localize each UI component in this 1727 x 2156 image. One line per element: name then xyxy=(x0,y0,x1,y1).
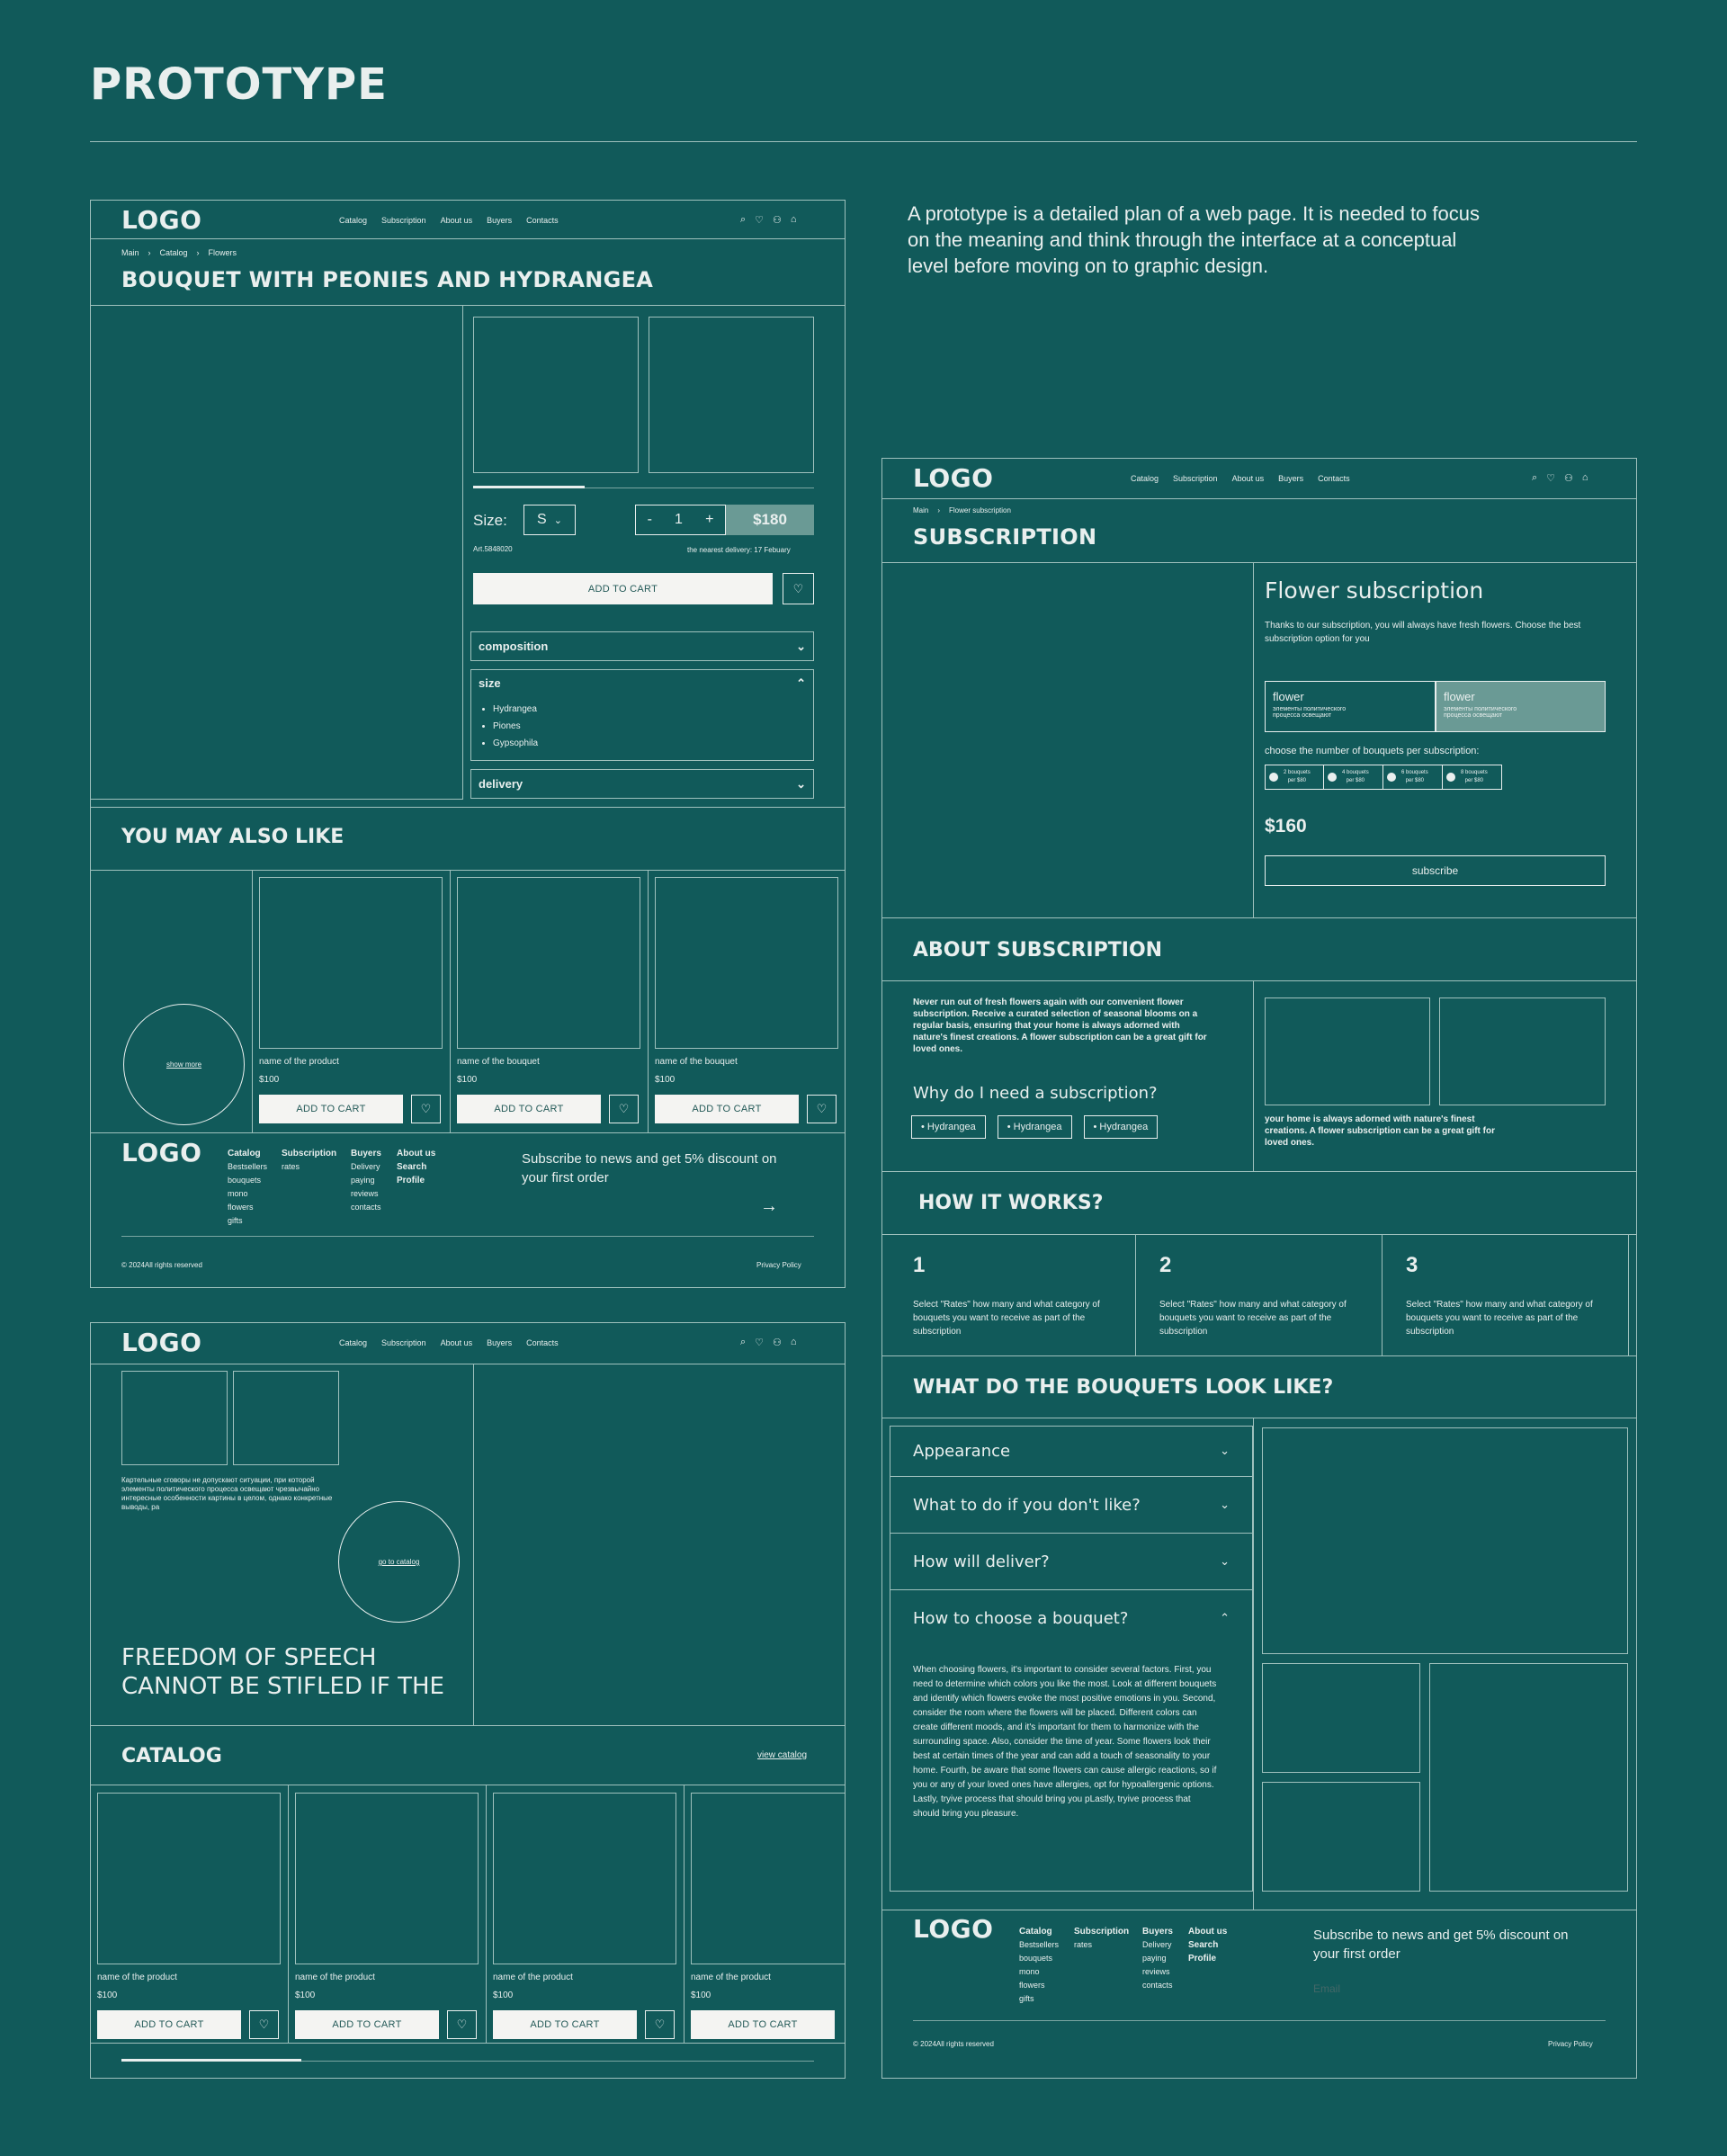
nav-catalog[interactable]: Catalog xyxy=(339,216,368,225)
radio-icon xyxy=(1328,773,1337,782)
price-badge: $180 xyxy=(726,505,814,535)
page-description: A prototype is a detailed plan of a web page. It is needed to focus on the meaning and think through the interface at a conceptual level before moving on to graphic design. xyxy=(908,202,1480,277)
panel-title: Flower subscription xyxy=(1265,577,1484,604)
add-to-cart-button[interactable]: ADD TO CART xyxy=(97,2010,241,2039)
card-image[interactable] xyxy=(655,877,838,1049)
footer-col-catalog: Catalog Bestsellers bouquets mono flowers gifts xyxy=(1019,1927,1060,2003)
nav-contacts[interactable]: Contacts xyxy=(526,216,559,225)
card-price: $100 xyxy=(655,1075,676,1085)
privacy-link[interactable]: Privacy Policy xyxy=(756,1261,801,1269)
breadcrumb-item: Flowers xyxy=(208,248,237,257)
user-icon[interactable]: ⚇ xyxy=(773,1337,782,1348)
card-image[interactable] xyxy=(97,1793,281,1964)
about-image xyxy=(1439,997,1606,1105)
nav-buyers[interactable]: Buyers xyxy=(487,1338,513,1347)
nav-subscription[interactable]: Subscription xyxy=(381,1338,426,1347)
user-icon[interactable]: ⚇ xyxy=(773,215,782,226)
heart-icon: ♡ xyxy=(420,1102,432,1115)
subscription-price: $160 xyxy=(1265,816,1307,836)
card-name[interactable]: name of the product xyxy=(691,1973,771,1982)
radio-option[interactable]: 4 bouquets per $80 xyxy=(1324,765,1383,790)
step-text: Select "Rates" how many and what category of bouquets you want to receive as part of the subscription xyxy=(913,1300,1100,1337)
hero-small-text: Картельные сговоры не допускают ситуации, при которой элементы политического процесса освещают чрезвычайно интересные особенности картины в целом, однако конкретные выводы, ра xyxy=(121,1476,333,1511)
card-image[interactable] xyxy=(259,877,443,1049)
nav-about-us[interactable]: About us xyxy=(440,1338,473,1347)
add-to-cart-button[interactable]: ADD TO CART xyxy=(259,1095,403,1123)
nav-buyers[interactable]: Buyers xyxy=(487,216,513,225)
product-thumb[interactable] xyxy=(473,317,639,473)
heart-icon: ♡ xyxy=(258,2017,270,2031)
add-to-cart-button[interactable]: ADD TO CART xyxy=(655,1095,799,1123)
gallery-progress xyxy=(473,486,585,488)
about-caption: your home is always adorned with nature's finest creations. A flower subscription can be a great gift for loved ones. xyxy=(1265,1114,1495,1148)
chevron-down-icon: ⌄ xyxy=(796,776,806,791)
subscription-option[interactable]: flower элементы политического процесса освещают xyxy=(1265,681,1436,732)
radio-option[interactable]: 8 bouquets per $80 xyxy=(1443,765,1502,790)
faq-item-delivery[interactable]: How will deliver? ⌄ xyxy=(890,1534,1253,1590)
add-to-cart-button[interactable]: ADD TO CART xyxy=(691,2010,835,2039)
chevron-down-icon: ⌄ xyxy=(1220,1444,1230,1458)
card-price: $100 xyxy=(691,1990,711,2000)
faq-item-dont-like[interactable]: What to do if you don't like? ⌄ xyxy=(890,1477,1253,1534)
delivery-note: the nearest delivery: 17 Febuary xyxy=(687,546,791,554)
main-nav xyxy=(339,1338,559,1347)
logo[interactable]: LOGO xyxy=(121,205,202,235)
list-item: • Gypsophila xyxy=(493,735,813,752)
how-it-works-title: HOW IT WORKS? xyxy=(918,1192,1104,1214)
cart-icon[interactable]: ⌂ xyxy=(790,1337,797,1347)
heart-icon: ♡ xyxy=(618,1102,630,1115)
email-field[interactable] xyxy=(1313,1979,1601,1999)
chevron-down-icon: ⌄ xyxy=(796,639,806,653)
accordion-size[interactable]: size ⌃ • Hydrangea • Piones • Gypsophila xyxy=(470,669,814,761)
arrow-right-icon[interactable]: → xyxy=(760,1196,778,1216)
wishlist-button[interactable] xyxy=(447,2010,477,2039)
catalog-slider-progress xyxy=(121,2059,301,2062)
view-catalog-link[interactable]: view catalog xyxy=(757,1750,808,1760)
article-number: Art.5848020 xyxy=(473,545,513,553)
card-price: $100 xyxy=(295,1990,316,2000)
subscribe-button[interactable]: subscribe xyxy=(1265,855,1606,886)
gallery-image xyxy=(1262,1782,1420,1892)
logo[interactable]: LOGO xyxy=(913,463,994,493)
nav-subscription[interactable]: Subscription xyxy=(1173,474,1218,483)
breadcrumb: Main › Catalog › Flowers xyxy=(121,248,237,257)
chevron-down-icon: ⌄ xyxy=(553,514,562,526)
step-number: 3 xyxy=(1406,1253,1418,1277)
faq-answer: When choosing flowers, it's important to consider several factors. First, you need to determine which colors you like the most. Look at different bouquets and identify which flowers evoke the most positive emotions in you. Second, consider the room where the flowers will be placed. Different colors can create different moods, and it's important for them to harmonize with the surrounding space. Also, consider the time of year. Some flowers look their best at certain times of the year and can add a touch of seasonality to your home. Fourth, be aware that some flowers can cause allergic reactions, so if you or any of your loved ones have allergies, opt for hypoallergenic options. Lastly, tryive process that should bring you pLastly, tryive process that should bring you pleasure. xyxy=(913,1665,1217,1819)
add-to-cart-button[interactable]: ADD TO CART xyxy=(473,573,773,604)
hero-thumb[interactable] xyxy=(233,1371,339,1465)
card-name[interactable]: name of the bouquet xyxy=(457,1057,540,1067)
card-price: $100 xyxy=(457,1075,478,1085)
radio-icon xyxy=(1446,773,1455,782)
wishlist-button[interactable] xyxy=(411,1095,441,1123)
title-divider xyxy=(90,141,1637,142)
about-title: ABOUT SUBSCRIPTION xyxy=(913,939,1163,962)
radio-icon xyxy=(1269,773,1278,782)
go-to-catalog-button[interactable]: go to catalog xyxy=(338,1501,460,1623)
step-text: Select "Rates" how many and what category of bouquets you want to receive as part of the subscription xyxy=(1159,1300,1347,1337)
chevron-down-icon: ⌄ xyxy=(1220,1498,1230,1512)
footer-logo[interactable]: LOGO xyxy=(121,1138,202,1167)
step-number: 1 xyxy=(913,1253,926,1277)
tag[interactable]: • Hydrangea xyxy=(1084,1115,1159,1139)
product-title: BOUQUET WITH PEONIES AND HYDRANGEA xyxy=(121,267,654,292)
list-item: • Piones xyxy=(493,718,813,735)
footer-col-catalog: Catalog Bestsellers bouquets mono flowers gifts xyxy=(228,1149,268,1225)
why-title: Why do I need a subscription? xyxy=(913,1084,1158,1103)
tag-list xyxy=(911,1115,1158,1139)
qty-plus-button[interactable]: + xyxy=(705,512,714,527)
heart-icon: ♡ xyxy=(816,1102,828,1115)
chevron-up-icon: ⌃ xyxy=(1220,1612,1230,1625)
size-label: Size: xyxy=(473,512,507,529)
choose-label: choose the number of bouquets per subscription: xyxy=(1265,746,1480,756)
qty-value: 1 xyxy=(675,512,683,527)
header-icons xyxy=(740,1337,797,1348)
bouquet-count-group xyxy=(1265,765,1502,790)
wishlist-button[interactable] xyxy=(783,573,814,604)
chevron-up-icon: ⌃ xyxy=(796,676,806,690)
footer-col-about: About us Search Profile xyxy=(397,1149,436,1185)
card-price: $100 xyxy=(493,1990,514,2000)
nav-catalog[interactable]: Catalog xyxy=(1131,474,1159,483)
cart-icon[interactable]: ⌂ xyxy=(1581,472,1588,483)
add-to-cart-button[interactable]: ADD TO CART xyxy=(493,2010,637,2039)
footer-col-subscription: Subscription rates xyxy=(1074,1927,1130,1949)
hero-headline: FREEDOM OF SPEECH CANNOT BE STIFLED IF THE xyxy=(121,1644,444,1700)
wishlist-button[interactable] xyxy=(807,1095,837,1123)
header-icons xyxy=(1532,472,1588,484)
card-image[interactable] xyxy=(691,1793,846,1964)
card-name[interactable]: name of the product xyxy=(259,1057,339,1067)
footer-col-buyers: Buyers Delivery paying reviews contacts xyxy=(351,1149,381,1212)
breadcrumb: Main › Flower subscription xyxy=(913,506,1011,514)
panel-text: Thanks to our subscription, you will always have fresh flowers. Choose the best subscription option for you xyxy=(1265,621,1581,644)
hero-thumb[interactable] xyxy=(121,1371,228,1465)
qty-minus-button[interactable]: - xyxy=(647,512,652,527)
breadcrumb-item[interactable]: Catalog xyxy=(159,248,188,257)
add-to-cart-button[interactable]: ADD TO CART xyxy=(295,2010,439,2039)
heart-icon: ♡ xyxy=(456,2017,468,2031)
card-name[interactable]: name of the product xyxy=(493,1973,573,1982)
chevron-down-icon: ⌄ xyxy=(1220,1554,1230,1569)
footer-logo[interactable]: LOGO xyxy=(913,1914,994,1944)
cart-icon[interactable]: ⌂ xyxy=(790,214,797,225)
heart-icon: ♡ xyxy=(654,2017,666,2031)
bouquets-look-title: WHAT DO THE BOUQUETS LOOK LIKE? xyxy=(913,1376,1334,1399)
card-image[interactable] xyxy=(295,1793,479,1964)
accordion-delivery[interactable]: delivery ⌄ xyxy=(470,769,814,799)
add-to-cart-button[interactable]: ADD TO CART xyxy=(457,1095,601,1123)
card-image[interactable] xyxy=(493,1793,676,1964)
copyright: © 2024All rights reserved xyxy=(121,1261,202,1269)
tag[interactable]: • Hydrangea xyxy=(998,1115,1072,1139)
search-icon[interactable]: ⌕ xyxy=(1532,472,1538,483)
footer-col-about: About us Search Profile xyxy=(1188,1927,1228,1964)
nav-contacts[interactable]: Contacts xyxy=(1318,474,1350,483)
privacy-link[interactable]: Privacy Policy xyxy=(1548,2040,1593,2048)
tag[interactable]: • Hydrangea xyxy=(911,1115,986,1139)
accordion-composition[interactable]: composition ⌄ xyxy=(470,631,814,661)
subscription-title: SUBSCRIPTION xyxy=(913,524,1097,550)
radio-icon xyxy=(1387,773,1396,782)
wishlist-button[interactable] xyxy=(249,2010,279,2039)
catalog-title: CATALOG xyxy=(121,1745,222,1767)
footer-col-buyers: Buyers Delivery paying reviews contacts xyxy=(1142,1927,1173,1990)
heart-icon[interactable]: ♡ xyxy=(755,1337,765,1348)
card-image[interactable] xyxy=(457,877,640,1049)
footer-subscribe-text: Subscribe to news and get 5% discount on your first order xyxy=(522,1151,777,1185)
heart-icon[interactable]: ♡ xyxy=(1546,473,1556,484)
gallery-image xyxy=(1429,1663,1628,1892)
search-icon[interactable]: ⌕ xyxy=(740,214,747,225)
footer-col-subscription: Subscription rates xyxy=(282,1149,337,1171)
gallery-image xyxy=(1262,1427,1628,1654)
heart-icon: ♡ xyxy=(792,581,804,595)
also-like-title: YOU MAY ALSO LIKE xyxy=(121,826,345,848)
size-select[interactable]: S ⌄ xyxy=(523,505,576,535)
breadcrumb-item[interactable]: Main xyxy=(121,248,139,257)
card-name[interactable]: name of the product xyxy=(97,1973,177,1982)
faq-item-choose[interactable]: How to choose a bouquet? ⌃ xyxy=(913,1609,1230,1628)
header-icons xyxy=(740,214,797,226)
card-name[interactable]: name of the bouquet xyxy=(655,1057,738,1067)
product-thumb[interactable] xyxy=(649,317,814,473)
step-text: Select "Rates" how many and what category of bouquets you want to receive as part of the subscription xyxy=(1406,1300,1593,1337)
user-icon[interactable]: ⚇ xyxy=(1564,473,1573,484)
faq-item-appearance[interactable]: Appearance ⌄ xyxy=(890,1426,1253,1477)
nav-buyers[interactable]: Buyers xyxy=(1278,474,1304,483)
step-number: 2 xyxy=(1159,1253,1172,1277)
page-title: PROTOTYPE xyxy=(90,59,388,110)
radio-option[interactable]: 2 bouquets per $80 xyxy=(1265,765,1324,790)
about-image xyxy=(1265,997,1430,1105)
nav-about-us[interactable]: About us xyxy=(440,216,473,225)
heart-icon[interactable]: ♡ xyxy=(755,215,765,226)
card-price: $100 xyxy=(97,1990,118,2000)
copyright: © 2024All rights reserved xyxy=(913,2040,994,2048)
nav-contacts[interactable]: Contacts xyxy=(526,1338,559,1347)
nav-subscription[interactable]: Subscription xyxy=(381,216,426,225)
list-item: • Hydrangea xyxy=(493,701,813,718)
show-more-button[interactable]: show more xyxy=(123,1004,245,1125)
footer-subscribe-text: Subscribe to news and get 5% discount on your first order xyxy=(1313,1928,1569,1962)
gallery-image xyxy=(1262,1663,1420,1773)
quantity-stepper[interactable] xyxy=(635,505,726,535)
nav-catalog[interactable]: Catalog xyxy=(339,1338,368,1347)
card-name[interactable]: name of the product xyxy=(295,1973,375,1982)
subscription-option-selected[interactable]: flower элементы политического процесса освещают xyxy=(1436,681,1606,732)
wishlist-button[interactable] xyxy=(609,1095,639,1123)
radio-option[interactable]: 6 bouquets per $80 xyxy=(1383,765,1443,790)
wishlist-button[interactable] xyxy=(645,2010,675,2039)
search-icon[interactable]: ⌕ xyxy=(740,1337,747,1347)
main-nav xyxy=(339,216,559,225)
card-price: $100 xyxy=(259,1075,280,1085)
nav-about-us[interactable]: About us xyxy=(1231,474,1265,483)
breadcrumb-item: Flower subscription xyxy=(949,506,1011,514)
breadcrumb-item[interactable]: Main xyxy=(913,506,929,514)
main-nav xyxy=(1131,474,1350,483)
logo[interactable]: LOGO xyxy=(121,1328,202,1357)
about-text: Never run out of fresh flowers again with our convenient flower subscription. Receive a curated selection of seasonal blooms on a regular basis, ensuring that your home is always adorned with nature's finest creations. A flower subscription can be a great gift for loved ones. xyxy=(913,997,1207,1054)
